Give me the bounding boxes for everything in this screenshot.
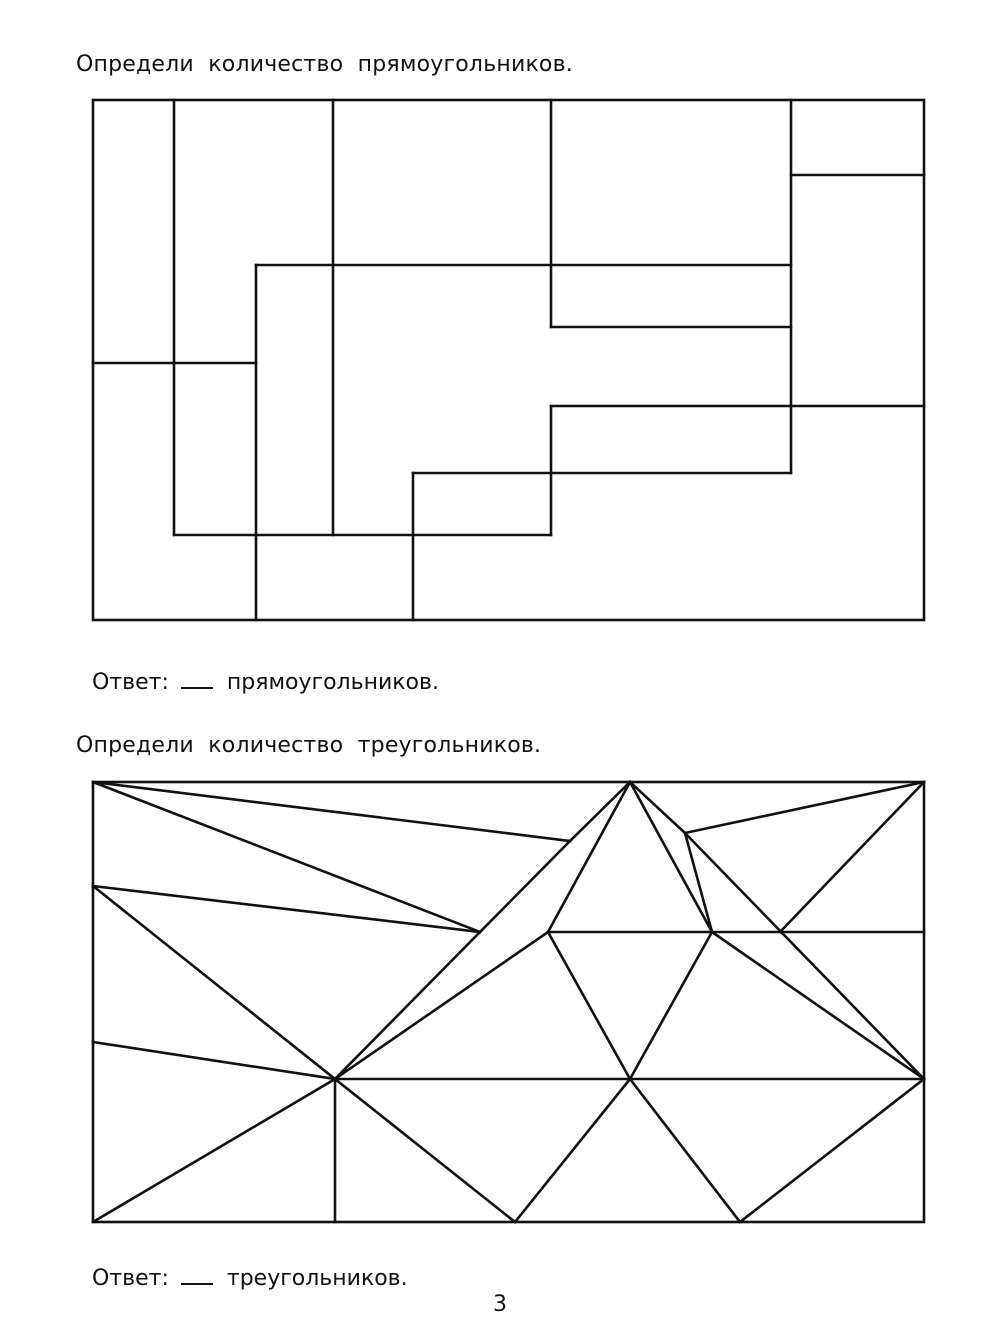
tri-line <box>740 1079 924 1222</box>
tri-line <box>685 782 924 833</box>
answer-unit: прямоугольников. <box>226 670 439 695</box>
tri-line <box>685 833 924 1079</box>
tri-line <box>630 1079 740 1222</box>
tri-line <box>93 1079 335 1222</box>
answer-blank[interactable] <box>181 1283 213 1285</box>
answer-label: Ответ: <box>92 670 169 695</box>
tri-line <box>335 1079 515 1222</box>
outer-rectangle <box>93 782 924 1222</box>
tri-line <box>780 782 924 932</box>
task1-instruction: Определи количество прямоугольников. <box>76 52 573 77</box>
tri-line <box>548 932 630 1079</box>
page-number: 3 <box>493 1292 507 1317</box>
tri-line <box>630 782 712 932</box>
tri-line <box>335 932 480 1079</box>
tri-line <box>93 1042 335 1079</box>
answer-unit: треугольников. <box>226 1266 408 1291</box>
tri-line <box>93 886 335 1079</box>
task2-instruction: Определи количество треугольников. <box>76 733 542 758</box>
answer-label: Ответ: <box>92 1266 169 1291</box>
task2-answer <box>78 1241 408 1291</box>
tri-line <box>630 932 712 1079</box>
tri-line <box>570 782 630 841</box>
tri-line <box>515 1079 630 1222</box>
tri-line <box>93 782 570 841</box>
tri-line <box>335 932 548 1079</box>
tri-line <box>548 782 630 932</box>
tri-line <box>630 782 685 833</box>
tri-line <box>712 932 924 1079</box>
